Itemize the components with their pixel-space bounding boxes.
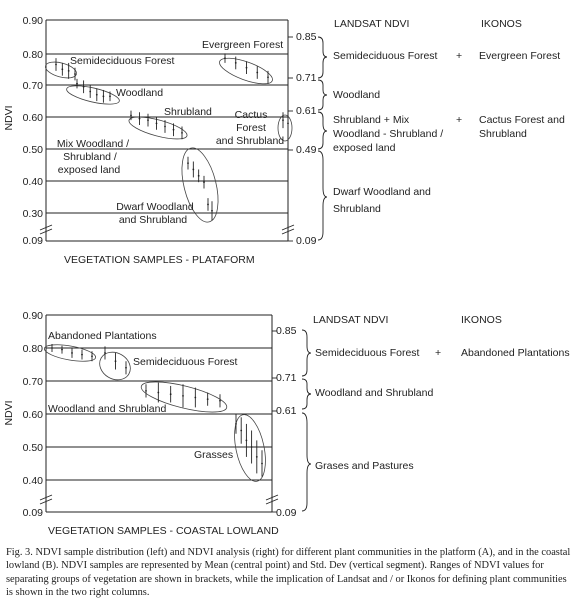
a-group-label-dwarf-2: and Shrubland [118, 214, 188, 226]
b-row2-landsat: Grases and Pastures [315, 460, 414, 472]
mean-point [164, 126, 166, 128]
mean-point [147, 119, 149, 121]
b-group-label-abandoned: Abandoned Plantations [48, 330, 157, 342]
a-group-label-mix-1: Mix Woodland / [56, 138, 130, 150]
a-group-label-mix-3: exposed land [57, 164, 121, 176]
mean-point [194, 397, 196, 399]
mean-point [139, 118, 141, 120]
mean-point [173, 129, 175, 131]
b-group-label-semideciduous: Semideciduous Forest [133, 356, 238, 368]
mean-point [282, 119, 284, 121]
mean-point [91, 355, 93, 357]
mean-point [61, 349, 63, 351]
a-ytick-3: 0.60 [22, 112, 43, 124]
a-header-landsat: LANDSAT NDVI [334, 18, 410, 30]
mean-point [211, 210, 213, 212]
mean-point [76, 83, 78, 85]
mean-point [170, 393, 172, 395]
mean-point [61, 68, 63, 70]
mean-point [145, 390, 147, 392]
mean-point [256, 72, 258, 74]
mean-point [156, 122, 158, 124]
b-ytick-3: 0.60 [22, 409, 43, 421]
mean-point [68, 70, 70, 72]
b-ylabel: NDVI [3, 400, 15, 426]
mean-point [83, 86, 85, 88]
mean-point [198, 175, 200, 177]
a-group-label-evergreen: Evergreen Forest [202, 39, 284, 51]
a-bracket-range [318, 151, 327, 240]
a-rtick-3: 0.49 [296, 144, 317, 156]
mean-point [55, 64, 57, 66]
a-rtick-0: 0.85 [296, 31, 317, 43]
a-bracket-range [318, 112, 327, 149]
a-group-label-woodland: Woodland [116, 87, 164, 99]
mean-point [287, 122, 289, 124]
a-rtick-1: 0.71 [296, 72, 317, 84]
a-header-ikonos: IKONOS [481, 18, 522, 30]
a-group-label-cactus-2: Forest [236, 122, 266, 134]
mean-point [235, 423, 237, 425]
mean-point [130, 115, 132, 117]
mean-point [157, 392, 159, 394]
a-xlabel: VEGETATION SAMPLES - PLATAFORM [64, 254, 255, 266]
a-range-brackets [318, 37, 327, 240]
mean-point [246, 67, 248, 69]
a-row0-ikonos: Evergreen Forest [479, 50, 561, 62]
mean-point [240, 430, 242, 432]
group-outline [229, 412, 271, 484]
b-group-label-grasses: Grasses [194, 449, 234, 461]
a-row2-landsat-2: Woodland - Shrubland / [333, 128, 444, 140]
panel-a-axis-breaks [40, 225, 294, 234]
b-row0-ikonos: Abandoned Plantations [461, 347, 570, 359]
a-row2-ikonos-1: Cactus Forest and [479, 114, 565, 126]
a-group-label-cactus-1: Cactus [234, 109, 268, 121]
mean-point [251, 446, 253, 448]
b-header-landsat: LANDSAT NDVI [313, 314, 389, 326]
b-header-ikonos: IKONOS [461, 314, 502, 326]
b-ytick-6: 0.09 [22, 507, 43, 519]
b-row0-landsat: Semideciduous Forest [315, 347, 420, 359]
a-ytick-2: 0.70 [22, 80, 43, 92]
mean-point [207, 204, 209, 206]
b-ytick-4: 0.50 [22, 442, 43, 454]
b-ytick-2: 0.70 [22, 376, 43, 388]
mean-point [235, 62, 237, 64]
b-xlabel: VEGETATION SAMPLES - COASTAL LOWLAND [48, 525, 279, 537]
a-ytick-6: 0.30 [22, 208, 43, 220]
b-ytick-5: 0.40 [22, 475, 43, 487]
a-ytick-0: 0.90 [22, 15, 43, 27]
mean-point [267, 76, 269, 78]
figure-caption: Fig. 3. NDVI sample distribution (left) and NDVI analysis (right) for different plant communities in the platform (A), and in the coastal lowland (B). NDVI samples are represented by Mean (central point) and Std. Dev (vertical segment). Ranges of NDVI values for separating groups of vegetation are shown in brackets, while the implication of Landsat and / or Ikonos for defining plant communities is shown in the two right columns. [6, 547, 571, 599]
a-ytick-5: 0.40 [22, 176, 43, 188]
mean-point [109, 95, 111, 97]
a-row0-landsat: Semideciduous Forest [333, 50, 438, 62]
group-outline [65, 82, 121, 108]
b-bracket-range [302, 413, 311, 511]
b-bracket-range [302, 379, 311, 409]
b-range-brackets [302, 330, 311, 511]
a-row3-landsat-1: Dwarf Woodland and [333, 186, 431, 198]
mean-point [246, 440, 248, 442]
group-outline [95, 347, 136, 386]
a-group-label-dwarf-1: Dwarf Woodland [116, 201, 194, 213]
mean-point [74, 73, 76, 75]
b-ytick-0: 0.90 [22, 310, 43, 322]
a-ytick-1: 0.80 [22, 49, 43, 61]
a-group-label-semideciduous: Semideciduous Forest [70, 55, 175, 67]
mean-point [96, 94, 98, 96]
a-row0-op: + [456, 50, 463, 62]
b-ytick-1: 0.80 [22, 343, 43, 355]
group-outline [43, 342, 97, 365]
b-group-label-woodland-shrubland: Woodland and Shrubland [48, 403, 167, 415]
b-rtick-3: 0.09 [276, 507, 297, 519]
a-ytick-4: 0.50 [22, 144, 43, 156]
a-bracket-range [318, 80, 327, 110]
mean-point [192, 169, 194, 171]
b-rtick-0: 0.85 [276, 325, 297, 337]
a-group-label-cactus-3: and Shrubland [215, 135, 285, 147]
panel-b [3, 310, 570, 537]
b-rtick-2: 0.61 [276, 405, 297, 417]
b-row0-op: + [435, 347, 442, 359]
a-group-label-shrubland: Shrubland [164, 106, 212, 118]
mean-point [125, 367, 127, 369]
mean-point [81, 354, 83, 356]
mean-point [104, 352, 106, 354]
a-ytick-7: 0.09 [22, 235, 43, 247]
mean-point [261, 463, 263, 465]
mean-point [187, 162, 189, 164]
mean-point [51, 347, 53, 349]
mean-point [219, 400, 221, 402]
mean-point [182, 395, 184, 397]
mean-point [103, 95, 105, 97]
mean-point [207, 398, 209, 400]
b-bracket-range [302, 330, 311, 376]
a-bracket-range [318, 37, 327, 78]
mean-point [115, 360, 117, 362]
mean-point [181, 132, 183, 134]
panel-b-axis-breaks [40, 495, 278, 504]
mean-point [224, 57, 226, 59]
a-row2-ikonos-2: Shrubland [479, 128, 527, 140]
a-ylabel: NDVI [3, 105, 15, 131]
a-rtick-4: 0.09 [296, 235, 317, 247]
mean-point [203, 181, 205, 183]
mean-point [256, 456, 258, 458]
a-row3-landsat-2: Shrubland [333, 203, 381, 215]
mean-point [89, 91, 91, 93]
b-rtick-1: 0.71 [276, 372, 297, 384]
mean-point [71, 352, 73, 354]
a-row2-landsat-3: exposed land [333, 142, 396, 154]
b-row1-landsat: Woodland and Shrubland [315, 387, 434, 399]
a-rtick-2: 0.61 [296, 105, 317, 117]
a-row2-op: + [456, 114, 463, 126]
a-row2-landsat-1: Shrubland + Mix [333, 114, 410, 126]
panel-a [3, 15, 565, 266]
a-row1-landsat: Woodland [333, 89, 381, 101]
a-group-label-mix-2: Shrubland / [63, 151, 117, 163]
